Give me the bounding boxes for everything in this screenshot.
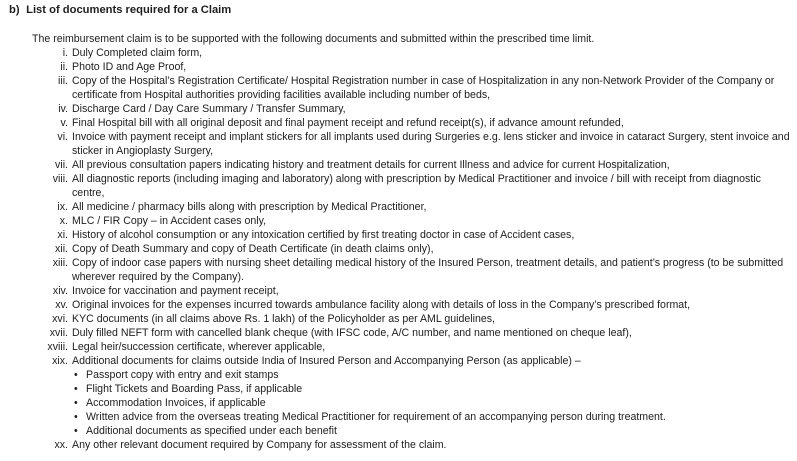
item-number: xii. — [55, 243, 68, 255]
sub-bullet-item — [72, 410, 792, 424]
bullet-icon: • — [74, 369, 78, 381]
item-number: vi. — [57, 131, 68, 143]
item-text: All medicine / pharmacy bills along with prescription by Medical Practitioner, — [72, 201, 427, 213]
item-number: i. — [62, 47, 68, 59]
item-text: Final Hospital bill with all original deposit and final payment receipt and refund receipt(s), if advance amount refunded, — [72, 117, 624, 129]
item-number: iii. — [57, 75, 68, 87]
sub-bullet-item — [72, 368, 792, 382]
documents-list — [32, 46, 792, 452]
sub-bullet-text: Accommodation Invoices, if applicable — [86, 397, 266, 409]
item-number: vii. — [55, 159, 68, 171]
bullet-icon: • — [74, 383, 78, 395]
item-text: Legal heir/succession certificate, wherever applicable, — [72, 341, 326, 353]
section-label: b) — [9, 4, 20, 16]
item-text: Copy of indoor case papers with nursing sheet detailing medical history of the Insured Person, treatment details, and patient’s progress (to be submitted wherever required by the Company). — [72, 257, 784, 283]
sub-bullet-item — [72, 424, 792, 438]
list-item-xix — [32, 354, 792, 438]
list-item-v — [32, 116, 792, 130]
list-item-xii — [32, 242, 792, 256]
xix-sub-list — [72, 368, 792, 438]
item-number: xx. — [54, 439, 68, 451]
item-number: xiii. — [52, 257, 68, 269]
bullet-icon: • — [74, 425, 78, 437]
sub-bullet-item — [72, 396, 792, 410]
item-text: All previous consultation papers indicating history and treatment details for current Illness and advice for current Hospitalization, — [72, 159, 670, 171]
item-text: MLC / FIR Copy – in Accident cases only, — [72, 215, 267, 227]
item-number: xix. — [52, 355, 68, 367]
item-number: xi. — [57, 229, 68, 241]
section-title: List of documents required for a Claim — [26, 4, 232, 16]
item-text: All diagnostic reports (including imaging and laboratory) along with prescription by Medical Practitioner and invoice / bill with receipt from diagnostic centre, — [72, 173, 761, 199]
item-text: Invoice for vaccination and payment receipt, — [72, 285, 279, 297]
list-item-xviii — [32, 340, 792, 354]
item-number: xviii. — [47, 341, 68, 353]
item-text: KYC documents (in all claims above Rs. 1 lakh) of the Policyholder as per AML guidelines, — [72, 313, 495, 325]
list-item-xvii — [32, 326, 792, 340]
list-item-vi — [32, 130, 792, 158]
list-item-x — [32, 214, 792, 228]
item-text: Copy of the Hospital’s Registration Certificate/ Hospital Registration number in case of Hospitalization in any non-Network Provider of the Company or certificate from Hospital authorities providing facilities available including number of beds, — [72, 75, 775, 101]
sub-bullet-text: Passport copy with entry and exit stamps — [86, 369, 279, 381]
item-number: v. — [60, 117, 68, 129]
item-number: x. — [59, 215, 68, 227]
sub-bullet-text: Written advice from the overseas treating Medical Practitioner for requirement of an accompanying person during treatment. — [86, 411, 666, 423]
list-item-xi — [32, 228, 792, 242]
bullet-icon: • — [74, 411, 78, 423]
item-text: Additional documents for claims outside India of Insured Person and Accompanying Person (as applicable) – — [72, 355, 581, 367]
list-item-xv — [32, 298, 792, 312]
item-text: Invoice with payment receipt and implant stickers for all implants used during Surgeries e.g. lens sticker and invoice in cataract Surgery, stent invoice and sticker in Angioplasty Surgery, — [72, 131, 790, 157]
list-item-xiii — [32, 256, 792, 284]
item-text: Any other relevant document required by Company for assessment of the claim. — [72, 439, 447, 451]
item-number: ii. — [60, 61, 68, 73]
item-text: Discharge Card / Day Care Summary / Transfer Summary, — [72, 103, 346, 115]
item-text: Original invoices for the expenses incurred towards ambulance facility along with details of loss in the Company’s prescribed format, — [72, 299, 691, 311]
item-number: viii. — [52, 173, 68, 185]
item-number: ix. — [57, 201, 68, 213]
bullet-icon: • — [74, 397, 78, 409]
item-number: xvi. — [52, 313, 68, 325]
item-number: iv. — [58, 103, 68, 115]
list-item-ix — [32, 200, 792, 214]
list-item-vii — [32, 158, 792, 172]
item-text: Duly Completed claim form, — [72, 47, 203, 59]
item-number: xiv. — [52, 285, 68, 297]
list-item-xiv — [32, 284, 792, 298]
list-item-iv — [32, 102, 792, 116]
item-number: xvii. — [49, 327, 68, 339]
list-item-ii — [32, 60, 792, 74]
item-text: History of alcohol consumption or any intoxication certified by first treating doctor in case of Accident cases, — [72, 229, 575, 241]
sub-bullet-text: Flight Tickets and Boarding Pass, if applicable — [86, 383, 303, 395]
list-item-xvi — [32, 312, 792, 326]
item-number: xv. — [55, 299, 68, 311]
intro-paragraph: The reimbursement claim is to be supported with the following documents and submitted within the prescribed time limit. — [32, 33, 595, 45]
section-heading — [9, 3, 231, 17]
list-item-xx — [32, 438, 792, 452]
list-item-viii — [32, 172, 792, 200]
list-item-iii — [32, 74, 792, 102]
list-item-i — [32, 46, 792, 60]
sub-bullet-item — [72, 382, 792, 396]
sub-bullet-text: Additional documents as specified under each benefit — [86, 425, 337, 437]
item-text: Copy of Death Summary and copy of Death Certificate (in death claims only), — [72, 243, 434, 255]
item-text: Duly filled NEFT form with cancelled blank cheque (with IFSC code, A/C number, and name mentioned on cheque leaf), — [72, 327, 632, 339]
item-text: Photo ID and Age Proof, — [72, 61, 187, 73]
